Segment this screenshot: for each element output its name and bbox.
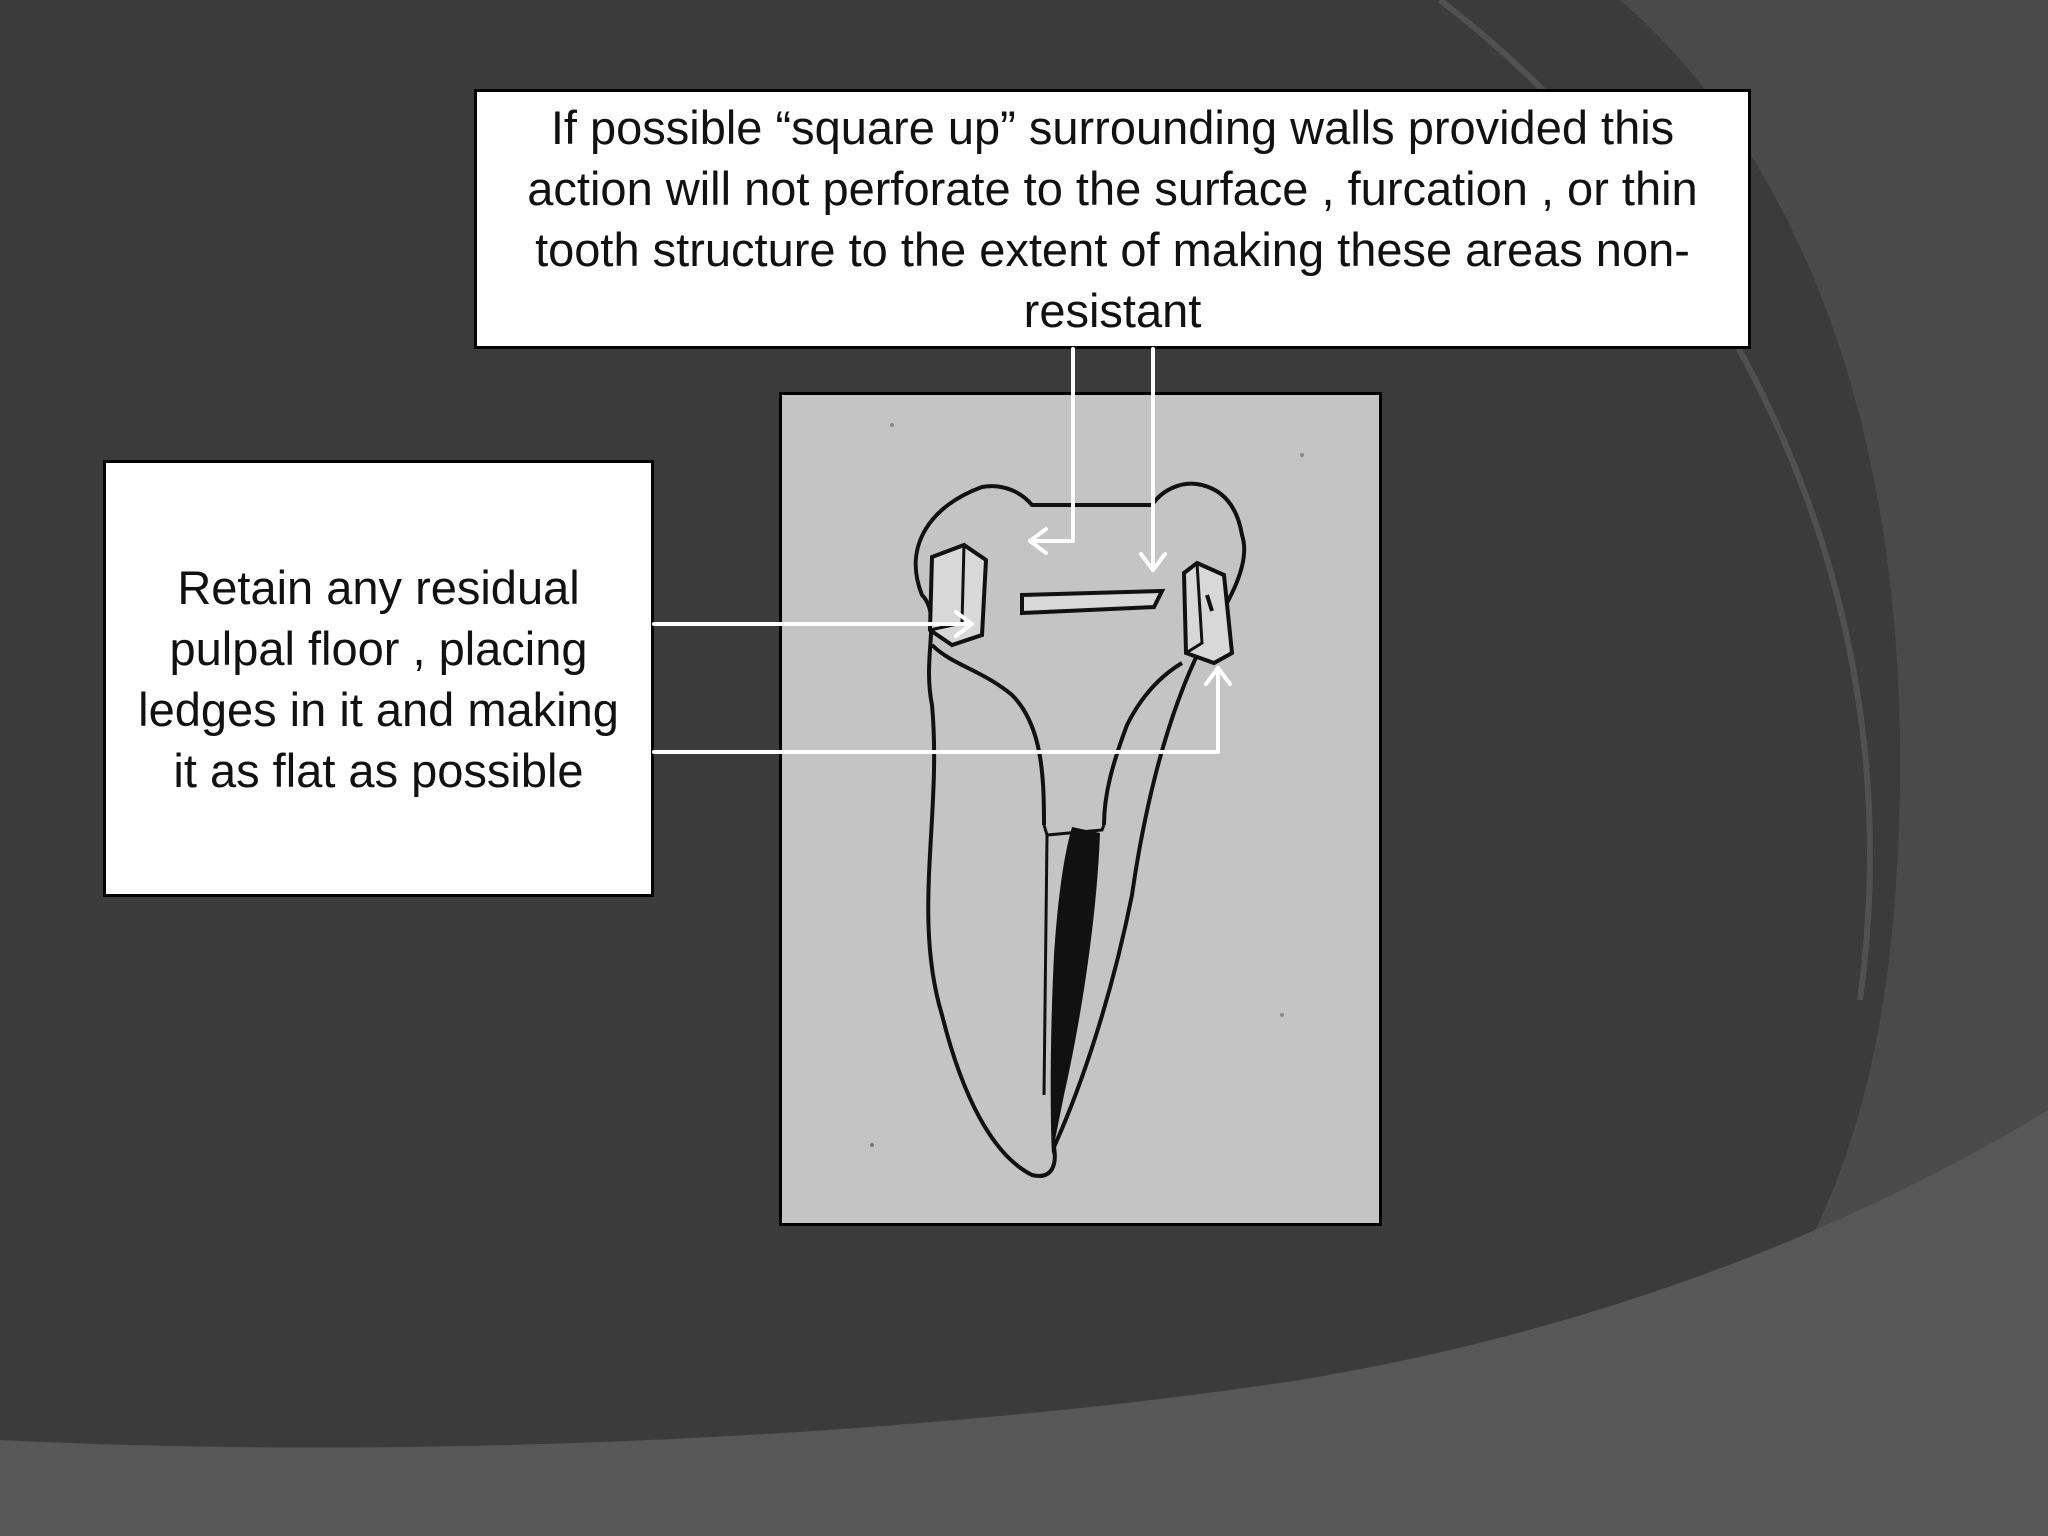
callout-square-up-walls xyxy=(474,89,1751,349)
callout-pulpal-floor-text: Retain any residual pulpal floor , placing ledges in it and making it as flat as possible xyxy=(138,560,619,797)
callout-pulpal-floor xyxy=(103,460,654,897)
tooth-cross-section-icon xyxy=(782,395,1379,1223)
callout-square-up-text: If possible “square up” surrounding walls provided this action will not perforate to the surface , furcation , or thin tooth structure to the extent of making these areas non-resistant xyxy=(527,101,1698,337)
tooth-figure xyxy=(779,392,1382,1226)
